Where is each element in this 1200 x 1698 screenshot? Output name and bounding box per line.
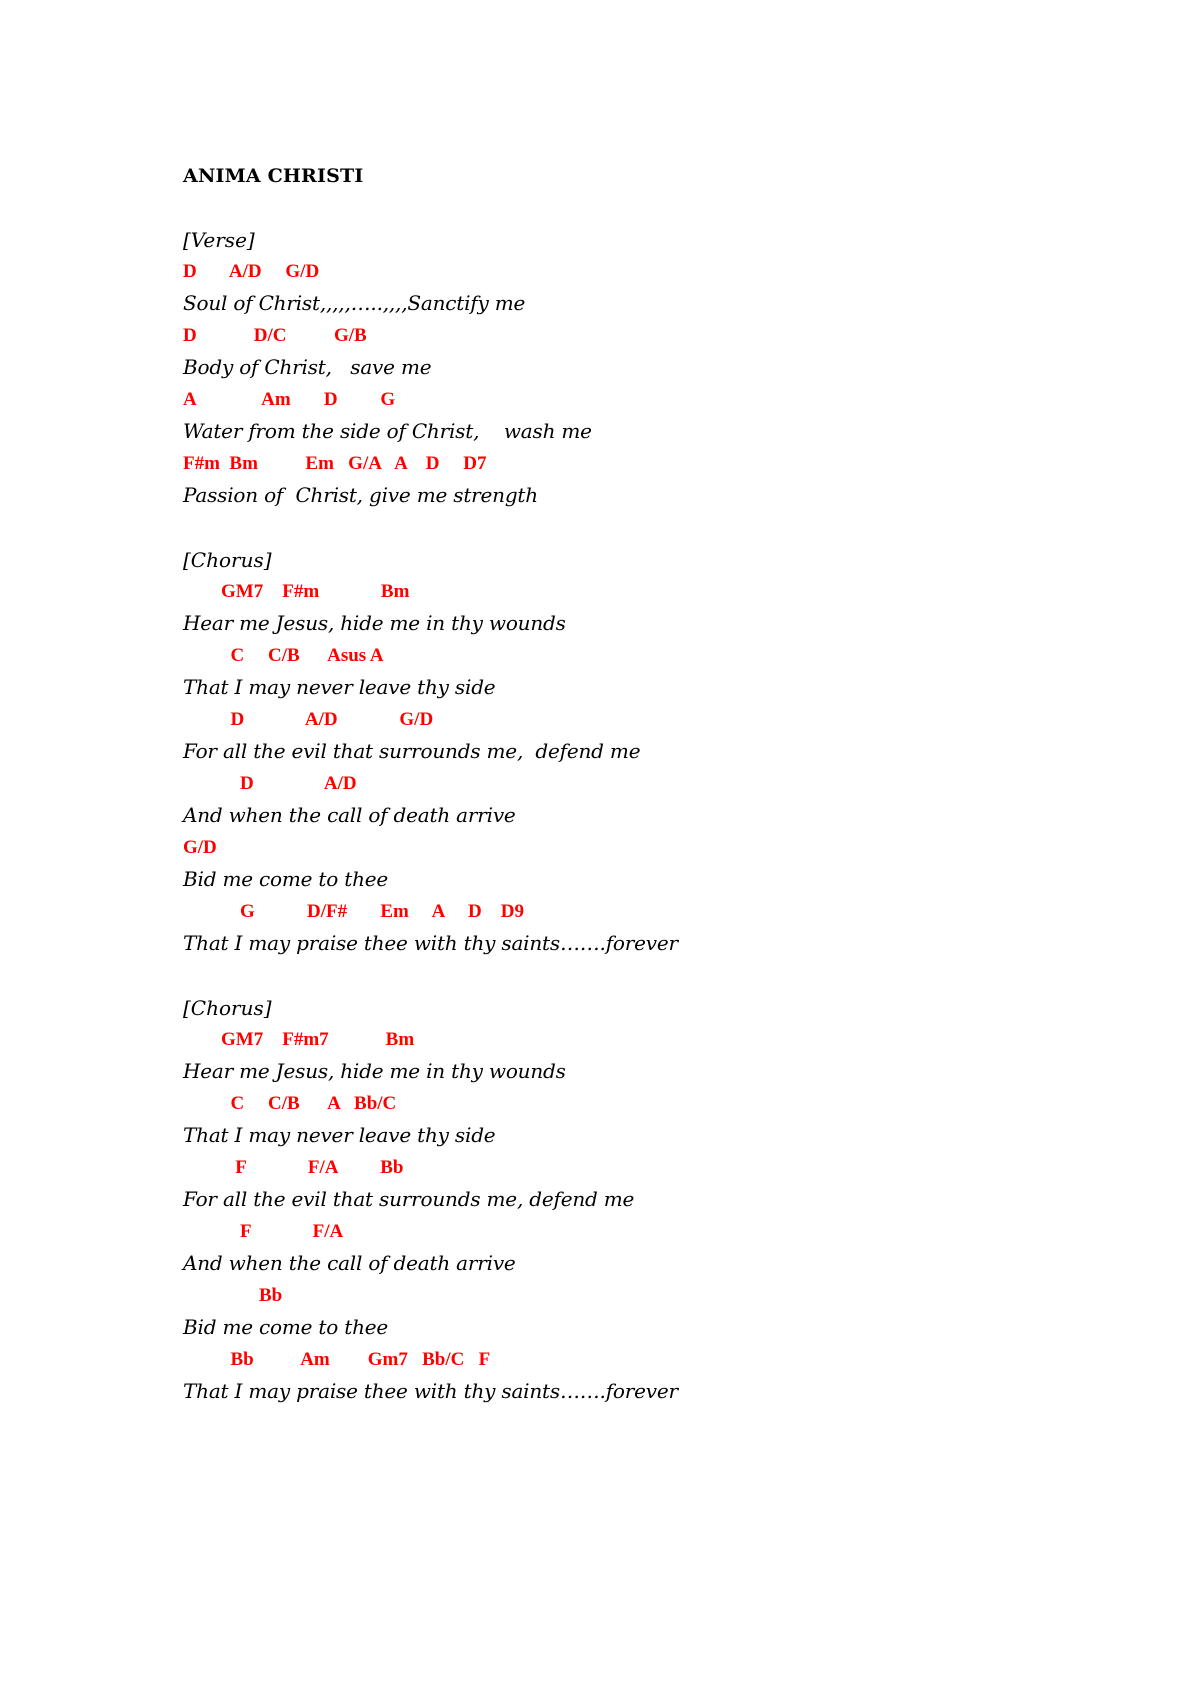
chord-line: D D/C G/B [183, 325, 367, 346]
lyric-line: Passion of Christ, give me strength [183, 483, 538, 507]
spacer [183, 960, 1083, 992]
lyric-line: Water from the side of Christ, wash me [183, 419, 592, 443]
chord-line: Bb [183, 1285, 283, 1306]
chord-line: F F/A [183, 1221, 344, 1242]
chorus-section [183, 544, 1083, 960]
lyric-line: Hear me Jesus, hide me in thy wounds [183, 611, 566, 635]
verse-section [183, 224, 1083, 512]
lyric-line: And when the call of death arrive [183, 803, 516, 827]
section-label: [Chorus] [183, 996, 272, 1020]
lyric-line: Body of Christ, save me [183, 355, 432, 379]
chord-line: GM7 F#m7 Bm [183, 1029, 415, 1050]
chord-line: Bb Am Gm7 Bb/C F [183, 1349, 491, 1370]
song-sheet [183, 160, 1083, 1408]
chord-line: C C/B A Bb/C [183, 1093, 397, 1114]
chord-line: F#m Bm Em G/A A D D7 [183, 453, 487, 474]
chord-line: D A/D G/D [183, 261, 320, 282]
section-label: [Verse] [183, 228, 255, 252]
lyric-line: Bid me come to thee [183, 1315, 389, 1339]
chorus-section [183, 992, 1083, 1408]
chord-line: C C/B Asus A [183, 645, 384, 666]
lyric-line: For all the evil that surrounds me, defend me [183, 1187, 635, 1211]
spacer [183, 512, 1083, 544]
lyric-line: Hear me Jesus, hide me in thy wounds [183, 1059, 566, 1083]
lyric-line: Soul of Christ,,,,,…..,,,,Sanctify me [183, 291, 526, 315]
lyric-line: That I may never leave thy side [183, 675, 496, 699]
chord-line: D A/D [183, 773, 357, 794]
lyric-line: Bid me come to thee [183, 867, 389, 891]
lyric-line: And when the call of death arrive [183, 1251, 516, 1275]
lyric-line: That I may praise thee with thy saints…….forever [183, 1379, 678, 1403]
lyric-line: For all the evil that surrounds me, defend me [183, 739, 641, 763]
section-label: [Chorus] [183, 548, 272, 572]
chord-line: F F/A Bb [183, 1157, 404, 1178]
chord-line: G D/F# Em A D D9 [183, 901, 524, 922]
chord-line: D A/D G/D [183, 709, 434, 730]
lyric-line: That I may praise thee with thy saints…….forever [183, 931, 678, 955]
lyric-line: That I may never leave thy side [183, 1123, 496, 1147]
spacer [183, 192, 1083, 224]
song-title: ANIMA CHRISTI [183, 165, 364, 187]
chord-line: A Am D G [183, 389, 396, 410]
chord-line: GM7 F#m Bm [183, 581, 410, 602]
chord-line: G/D [183, 837, 217, 858]
